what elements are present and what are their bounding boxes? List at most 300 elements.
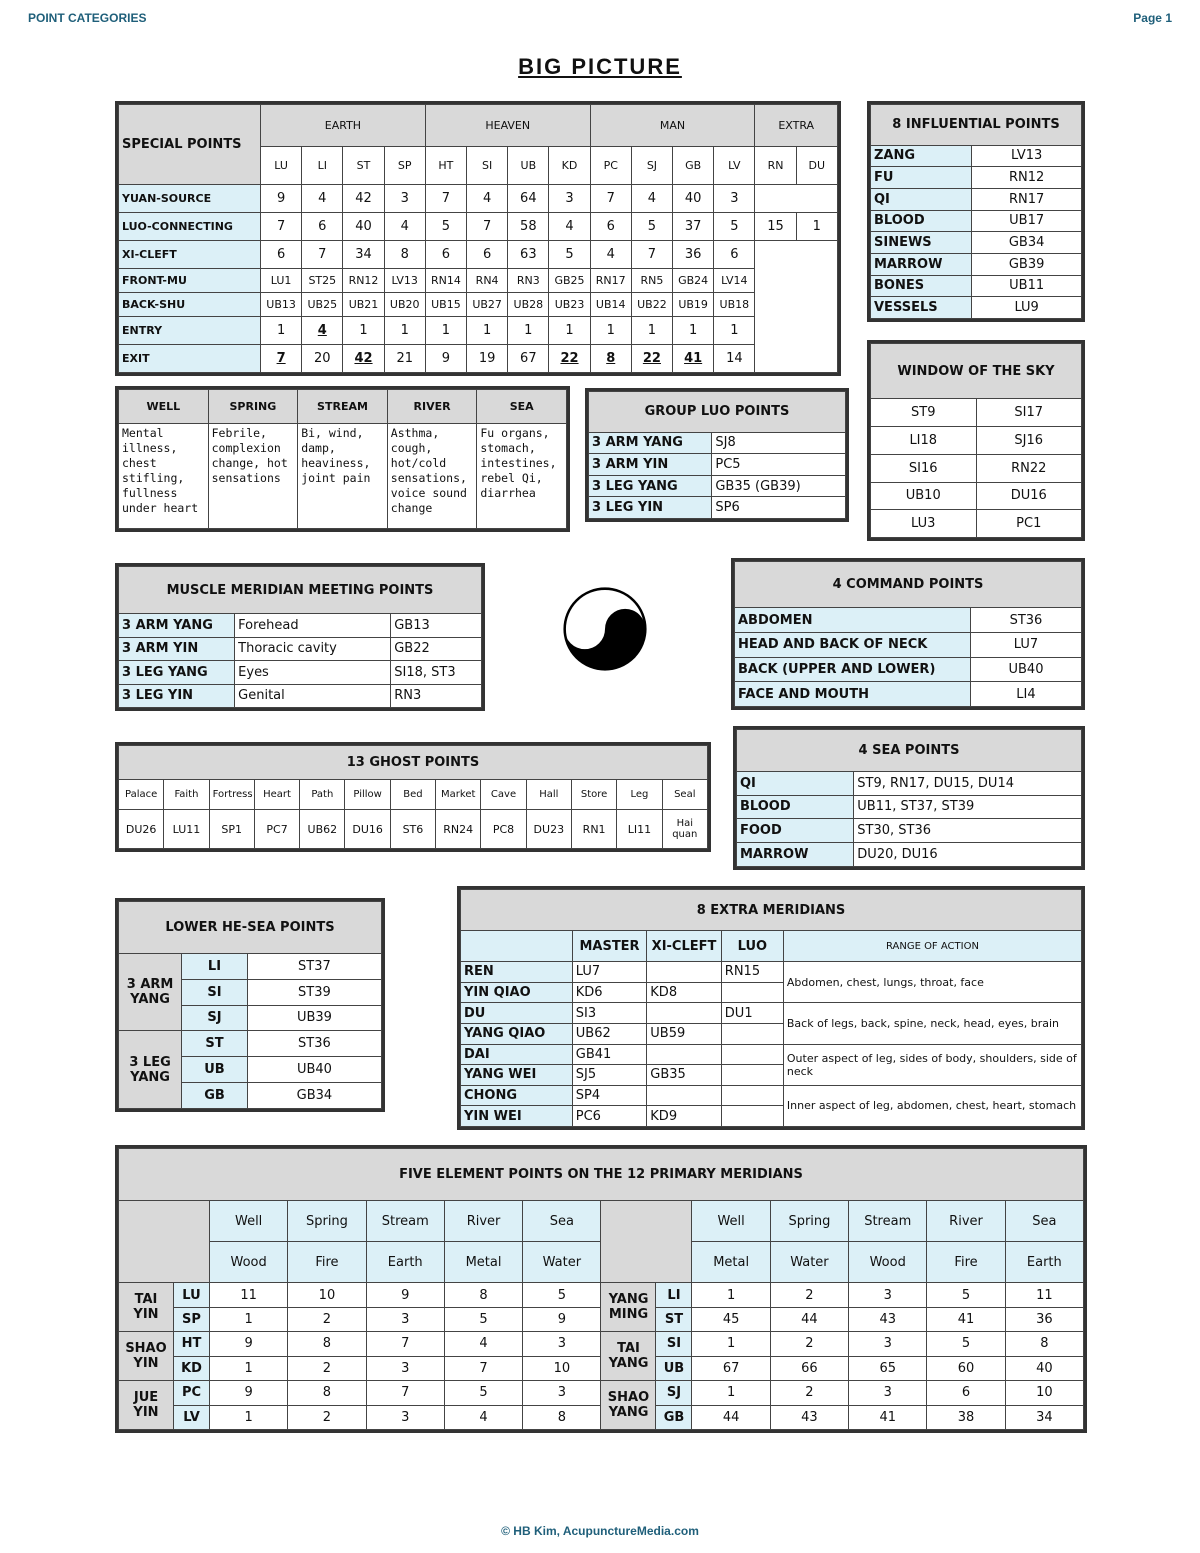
row-label: BLOOD <box>871 210 972 232</box>
point-cell: 4 <box>590 240 631 268</box>
meridian-name: YANG WEI <box>461 1065 573 1086</box>
extra-head-luo: LUO <box>721 931 783 962</box>
row-value: GB34 <box>972 232 1082 254</box>
row-value: RN22 <box>976 454 1082 482</box>
extra-head-range: RANGE OF ACTION <box>783 931 1081 962</box>
point-cell: 7 <box>425 185 466 213</box>
point-cell: 6 <box>467 240 508 268</box>
ghost-name: Pillow <box>345 780 390 810</box>
table-row <box>119 345 838 373</box>
point-cell: 40 <box>343 212 384 240</box>
point-cell: RN4 <box>467 268 508 292</box>
point-cell: UB25 <box>302 292 343 316</box>
row-points: SI18, ST3 <box>391 661 482 685</box>
table-row <box>735 632 1082 657</box>
influential-caption: 8 INFLUENTIAL POINTS <box>871 105 1082 146</box>
ghost-point: PC7 <box>254 810 299 849</box>
xicleft-point: GB35 <box>647 1065 722 1086</box>
point-cell: RN12 <box>343 268 384 292</box>
muscle-meridian-table <box>115 563 485 711</box>
table-row <box>735 608 1082 633</box>
ghost-point: UB62 <box>300 810 345 849</box>
meridian-label: SP <box>174 1307 210 1331</box>
element-point: 65 <box>849 1356 927 1380</box>
row-label: FU <box>871 167 972 189</box>
point-cell: 1 <box>631 317 672 345</box>
point-cell: RN17 <box>590 268 631 292</box>
point-type-head: Stream <box>366 1200 444 1241</box>
point-cell: RN14 <box>425 268 466 292</box>
point-cell: 4 <box>549 212 590 240</box>
row-label: 3 LEG YIN <box>589 497 712 519</box>
group-label: JUE YIN <box>119 1381 174 1430</box>
element-point: 41 <box>927 1307 1005 1331</box>
row-label: XI-CLEFT <box>119 240 261 268</box>
point-cell: 7 <box>261 212 302 240</box>
element-point: 9 <box>210 1381 288 1405</box>
indication-sea: Fu organs, stomach, intestines, rebel Qi, diarrhea <box>477 424 567 529</box>
point-cell: ST25 <box>302 268 343 292</box>
element-point: 5 <box>444 1307 522 1331</box>
point-cell: UB14 <box>590 292 631 316</box>
row-label: SI16 <box>871 454 977 482</box>
point-cell: 4 <box>631 185 672 213</box>
xicleft-point: KD9 <box>647 1106 722 1127</box>
table-row <box>119 614 482 638</box>
element-point: 1 <box>210 1356 288 1380</box>
point-value: ST39 <box>247 979 381 1005</box>
point-cell: 36 <box>673 240 714 268</box>
row-label: BACK (UPPER AND LOWER) <box>735 657 971 682</box>
point-cell: 6 <box>590 212 631 240</box>
element-point: 6 <box>927 1381 1005 1405</box>
meridian-name: YIN QIAO <box>461 982 573 1003</box>
meridian-label: GB <box>656 1405 692 1430</box>
element-point: 3 <box>366 1356 444 1380</box>
table-row <box>119 953 382 979</box>
point-cell: UB19 <box>673 292 714 316</box>
table-row <box>589 497 846 519</box>
command-caption: 4 COMMAND POINTS <box>735 562 1082 608</box>
table-row <box>871 399 1082 427</box>
head-spring: SPRING <box>208 390 298 424</box>
ghost-name: Cave <box>481 780 526 810</box>
ghost-name: Hall <box>526 780 571 810</box>
row-label: UB10 <box>871 482 977 510</box>
table-row <box>871 297 1082 319</box>
element-point: 2 <box>770 1381 848 1405</box>
table-row <box>461 962 1082 983</box>
point-cell: LU1 <box>261 268 302 292</box>
luo-point <box>721 1085 783 1106</box>
table-row <box>119 684 482 708</box>
element-point: 34 <box>1005 1405 1083 1430</box>
row-value: PC5 <box>712 454 846 476</box>
table-row <box>871 253 1082 275</box>
point-cell: 7 <box>590 185 631 213</box>
point-cell: UB28 <box>508 292 549 316</box>
row-value: SJ16 <box>976 427 1082 455</box>
table-row <box>871 482 1082 510</box>
influential-points-table <box>867 101 1085 322</box>
luo-point: RN15 <box>721 962 783 983</box>
element-point: 60 <box>927 1356 1005 1380</box>
point-cell: 1 <box>714 317 755 345</box>
row-value: DU20, DU16 <box>854 843 1082 867</box>
row-label: FOOD <box>737 819 854 843</box>
element-point: 3 <box>523 1381 601 1405</box>
master-point: LU7 <box>572 962 647 983</box>
table-row <box>871 167 1082 189</box>
row-value: RN12 <box>972 167 1082 189</box>
table-row <box>871 275 1082 297</box>
row-area: Genital <box>235 684 391 708</box>
extra-head-xicleft: XI-CLEFT <box>647 931 722 962</box>
point-cell: 5 <box>631 212 672 240</box>
point-cell: 5 <box>549 240 590 268</box>
extra-corner <box>461 931 573 962</box>
point-value: GB34 <box>247 1083 381 1109</box>
point-cell: 4 <box>302 317 343 345</box>
point-cell: 6 <box>302 212 343 240</box>
row-value: UB40 <box>970 657 1081 682</box>
element-point: 3 <box>849 1332 927 1356</box>
col-head: SJ <box>631 146 672 184</box>
table-row <box>871 427 1082 455</box>
ghost-caption: 13 GHOST POINTS <box>119 746 708 780</box>
row-label: QI <box>737 771 854 795</box>
point-type-head: Sea <box>523 1200 601 1241</box>
col-head: SI <box>467 146 508 184</box>
point-cell: 63 <box>508 240 549 268</box>
indication-river: Asthma, cough, hot/cold sensations, voice sound change <box>387 424 477 529</box>
point-cell: 64 <box>508 185 549 213</box>
head-river: RIVER <box>387 390 477 424</box>
point-cell: 7 <box>302 240 343 268</box>
table-row <box>119 637 482 661</box>
luo-point: DU1 <box>721 1003 783 1024</box>
element-point: 9 <box>523 1307 601 1331</box>
group-luo-table <box>585 388 849 522</box>
table-row <box>119 1031 382 1057</box>
point-cell: 40 <box>673 185 714 213</box>
meridian-name: YANG QIAO <box>461 1023 573 1044</box>
ghost-point: ST6 <box>390 810 435 849</box>
special-caption: SPECIAL POINTS <box>119 105 261 185</box>
xicleft-point <box>647 1003 722 1024</box>
footer-copyright: © HB Kim, AcupunctureMedia.com <box>501 1524 699 1538</box>
point-cell: 8 <box>590 345 631 373</box>
table-row <box>119 240 838 268</box>
lower-he-caption: LOWER HE-SEA POINTS <box>119 902 382 954</box>
table-row <box>737 771 1082 795</box>
ghost-point: DU26 <box>119 810 164 849</box>
table-row <box>871 454 1082 482</box>
meridian-label: ST <box>182 1031 248 1057</box>
xicleft-point <box>647 1044 722 1065</box>
ghost-point: RN1 <box>571 810 616 849</box>
point-value: UB39 <box>247 1005 381 1031</box>
meridian-name: REN <box>461 962 573 983</box>
element-point: 36 <box>1005 1307 1083 1331</box>
row-points: RN3 <box>391 684 482 708</box>
row-label: MARROW <box>737 843 854 867</box>
group-man: MAN <box>590 105 755 147</box>
table-row <box>119 1381 1084 1405</box>
extra-head-master: MASTER <box>572 931 647 962</box>
table-row <box>871 232 1082 254</box>
table-row <box>871 210 1082 232</box>
row-label: YUAN-SOURCE <box>119 185 261 213</box>
point-cell: 22 <box>549 345 590 373</box>
col-head: PC <box>590 146 631 184</box>
element-point: 4 <box>444 1332 522 1356</box>
element-point: 1 <box>210 1307 288 1331</box>
meridian-label: HT <box>174 1332 210 1356</box>
point-cell: 4 <box>467 185 508 213</box>
element-point: 8 <box>288 1381 366 1405</box>
element-point: 4 <box>444 1405 522 1430</box>
point-cell: 7 <box>261 345 302 373</box>
ghost-points-table <box>115 742 711 852</box>
extra-meridians-table <box>457 886 1085 1130</box>
element-point: 41 <box>849 1405 927 1430</box>
table-row <box>461 1085 1082 1106</box>
element-point: 2 <box>770 1283 848 1307</box>
point-cell: 42 <box>343 185 384 213</box>
master-point: SP4 <box>572 1085 647 1106</box>
range-of-action: Outer aspect of leg, sides of body, shoulders, side of neck <box>783 1044 1081 1085</box>
element-point: 1 <box>692 1381 770 1405</box>
row-value: RN17 <box>972 188 1082 210</box>
point-cell: 6 <box>714 240 755 268</box>
row-value: PC1 <box>976 510 1082 538</box>
window-caption: WINDOW OF THE SKY <box>871 344 1082 399</box>
table-row <box>871 188 1082 210</box>
xicleft-point: KD8 <box>647 982 722 1003</box>
row-label: 3 ARM YIN <box>119 637 235 661</box>
head-sea: SEA <box>477 390 567 424</box>
point-value: UB40 <box>247 1057 381 1083</box>
element-point: 43 <box>770 1405 848 1430</box>
point-cell: UB18 <box>714 292 755 316</box>
head-well: WELL <box>119 390 209 424</box>
point-cell: 8 <box>384 240 425 268</box>
point-cell: LV14 <box>714 268 755 292</box>
ghost-name: Palace <box>119 780 164 810</box>
element-point: 8 <box>288 1332 366 1356</box>
group-label: TAI YANG <box>601 1332 656 1381</box>
row-value: LU9 <box>972 297 1082 319</box>
meridian-label: LU <box>174 1283 210 1307</box>
master-point: GB41 <box>572 1044 647 1065</box>
element-point: 67 <box>692 1356 770 1380</box>
special-points-table <box>115 101 841 376</box>
luo-point <box>721 982 783 1003</box>
element-point: 11 <box>1005 1283 1083 1307</box>
point-cell: 9 <box>261 185 302 213</box>
row-points: GB22 <box>391 637 482 661</box>
row-value: GB39 <box>972 253 1082 275</box>
col-head: LU <box>261 146 302 184</box>
element-point: 1 <box>210 1405 288 1430</box>
ghost-point: DU23 <box>526 810 571 849</box>
point-cell: 1 <box>261 317 302 345</box>
table-row <box>119 185 838 213</box>
command-points-table <box>731 558 1085 710</box>
row-label: EXIT <box>119 345 261 373</box>
row-value: ST30, ST36 <box>854 819 1082 843</box>
point-cell: 5 <box>425 212 466 240</box>
master-point: UB62 <box>572 1023 647 1044</box>
ghost-point: LI11 <box>617 810 662 849</box>
ghost-name: Path <box>300 780 345 810</box>
point-cell: 4 <box>302 185 343 213</box>
point-cell: 67 <box>508 345 549 373</box>
point-type-head: Well <box>692 1200 770 1241</box>
ghost-name: Heart <box>254 780 299 810</box>
point-cell: 42 <box>343 345 384 373</box>
row-points: GB13 <box>391 614 482 638</box>
head-stream: STREAM <box>298 390 388 424</box>
element-point: 11 <box>210 1283 288 1307</box>
row-label: 3 ARM YANG <box>119 614 235 638</box>
element-point: 2 <box>288 1405 366 1430</box>
row-label: VESSELS <box>871 297 972 319</box>
element-head: Water <box>770 1242 848 1283</box>
point-cell: 5 <box>714 212 755 240</box>
ghost-name: Fortress <box>209 780 254 810</box>
ghost-name: Leg <box>617 780 662 810</box>
corner <box>119 1200 210 1282</box>
table-row <box>589 475 846 497</box>
row-value: GB35 (GB39) <box>712 475 846 497</box>
meridian-label: LI <box>182 953 248 979</box>
lower-he-sea-table <box>115 898 385 1112</box>
ghost-point: PC8 <box>481 810 526 849</box>
element-head: Metal <box>444 1242 522 1283</box>
element-point: 10 <box>523 1356 601 1380</box>
row-label: 3 ARM YIN <box>589 454 712 476</box>
point-cell: 6 <box>425 240 466 268</box>
element-point: 8 <box>1005 1332 1083 1356</box>
page-title: BIG PICTURE <box>518 54 682 79</box>
ghost-name: Market <box>436 780 481 810</box>
element-point: 2 <box>288 1307 366 1331</box>
xicleft-point: UB59 <box>647 1023 722 1044</box>
group-heaven: HEAVEN <box>425 105 590 147</box>
row-label: ABDOMEN <box>735 608 971 633</box>
element-point: 40 <box>1005 1356 1083 1380</box>
point-cell: GB24 <box>673 268 714 292</box>
row-area: Thoracic cavity <box>235 637 391 661</box>
extra-rn-value: 15 <box>755 212 796 240</box>
col-head: DU <box>796 146 837 184</box>
point-cell: 1 <box>384 317 425 345</box>
yin-yang-icon <box>563 587 647 671</box>
point-cell: UB27 <box>467 292 508 316</box>
point-cell: 34 <box>343 240 384 268</box>
xicleft-point <box>647 1085 722 1106</box>
luo-point <box>721 1023 783 1044</box>
point-cell: 1 <box>508 317 549 345</box>
extra-empty <box>755 240 838 372</box>
col-head: GB <box>673 146 714 184</box>
group-label: 3 LEG YANG <box>119 1031 182 1109</box>
meridian-label: PC <box>174 1381 210 1405</box>
row-value: LU7 <box>970 632 1081 657</box>
extra-empty <box>755 185 838 213</box>
element-point: 9 <box>210 1332 288 1356</box>
element-point: 8 <box>523 1405 601 1430</box>
point-cell: RN5 <box>631 268 672 292</box>
point-type-head: River <box>444 1200 522 1241</box>
element-point: 43 <box>849 1307 927 1331</box>
table-row <box>119 268 838 292</box>
element-point: 5 <box>927 1283 1005 1307</box>
ghost-point: SP1 <box>209 810 254 849</box>
col-head: RN <box>755 146 796 184</box>
point-value: ST37 <box>247 953 381 979</box>
element-head: Fire <box>288 1242 366 1283</box>
row-label: BONES <box>871 275 972 297</box>
window-sky-table <box>867 340 1085 541</box>
col-head: UB <box>508 146 549 184</box>
sea-points-table <box>733 726 1085 870</box>
col-head: KD <box>549 146 590 184</box>
element-point: 5 <box>523 1283 601 1307</box>
point-type-head: River <box>927 1200 1005 1241</box>
five-caption: FIVE ELEMENT POINTS ON THE 12 PRIMARY MERIDIANS <box>119 1149 1084 1201</box>
point-cell: UB13 <box>261 292 302 316</box>
point-cell: 3 <box>384 185 425 213</box>
element-point: 7 <box>444 1356 522 1380</box>
table-row <box>119 212 838 240</box>
master-point: SJ5 <box>572 1065 647 1086</box>
point-cell: 41 <box>673 345 714 373</box>
row-label: FRONT-MU <box>119 268 261 292</box>
row-label: 3 ARM YANG <box>589 432 712 454</box>
element-point: 3 <box>849 1381 927 1405</box>
point-cell: 58 <box>508 212 549 240</box>
element-point: 38 <box>927 1405 1005 1430</box>
row-value: UB17 <box>972 210 1082 232</box>
group-label: SHAO YIN <box>119 1332 174 1381</box>
point-cell: 37 <box>673 212 714 240</box>
row-label: 3 LEG YANG <box>589 475 712 497</box>
meridian-label: UB <box>656 1356 692 1380</box>
indication-spring: Febrile, complexion change, hot sensations <box>208 424 298 529</box>
point-cell: 9 <box>425 345 466 373</box>
table-row <box>735 682 1082 707</box>
element-point: 44 <box>770 1307 848 1331</box>
five-element-table <box>115 1145 1087 1433</box>
extra-du-value: 1 <box>796 212 837 240</box>
row-label: 3 LEG YIN <box>119 684 235 708</box>
meridian-label: SJ <box>656 1381 692 1405</box>
element-point: 1 <box>692 1283 770 1307</box>
table-row <box>119 317 838 345</box>
element-point: 3 <box>366 1405 444 1430</box>
group-label: SHAO YANG <box>601 1381 656 1430</box>
row-label: LU3 <box>871 510 977 538</box>
element-point: 44 <box>692 1405 770 1430</box>
luo-point <box>721 1065 783 1086</box>
meridian-name: YIN WEI <box>461 1106 573 1127</box>
ghost-point: DU16 <box>345 810 390 849</box>
table-row <box>119 1283 1084 1307</box>
ghost-name: Faith <box>164 780 209 810</box>
